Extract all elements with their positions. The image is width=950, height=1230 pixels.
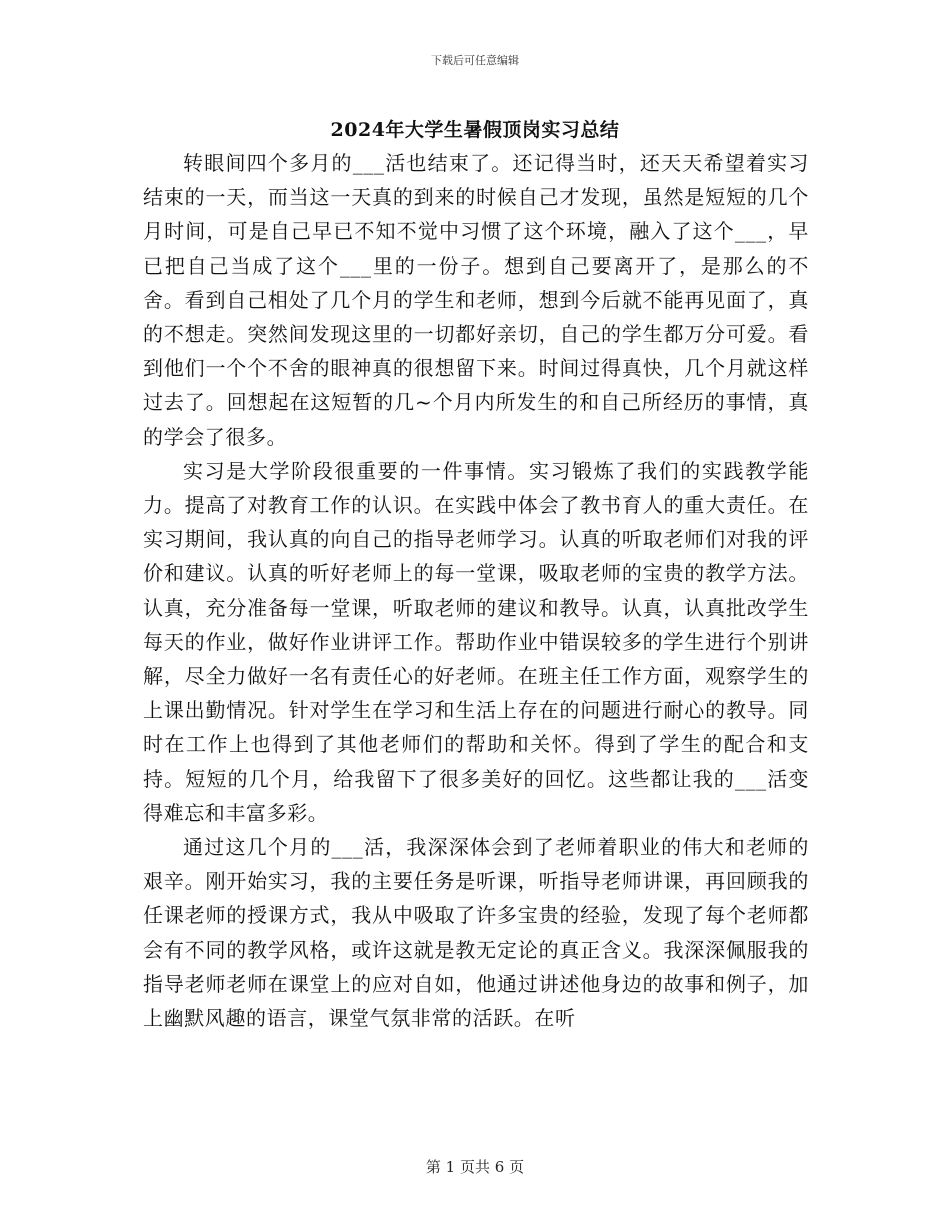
paragraph: 通过这几个月的___活，我深深体会到了老师着职业的伟大和老师的艰辛。刚开始实习，我的主要任务是听课，听指导老师讲课，再回顾我的任课老师的授课方式，我从中吸取了许多宝贵的经验，发现了每个老师都会有不同的教学风格，或许这就是教无定论的真正含义。我深深佩服我的指导老师老师在课堂上的应对自如，他通过讲述他身边的故事和例子，加上幽默风趣的语言，课堂气氛非常的活跃。在听 — [143, 835, 809, 1031]
document-body — [143, 146, 809, 1035]
document-title: 2024年大学生暑假顶岗实习总结 — [330, 119, 620, 141]
page-number: 第 1 页共 6 页 — [425, 1158, 525, 1176]
paragraph: 实习是大学阶段很重要的一件事情。实习锻炼了我们的实践教学能力。提高了对教育工作的认识。在实践中体会了教书育人的重大责任。在实习期间，我认真的向自己的指导老师学习。认真的听取老师们对我的评价和建议。认真的听好老师上的每一堂课，吸取老师的宝贵的教学方法。认真，充分准备每一堂课，听取老师的建议和教导。认真，认真批改学生每天的作业，做好作业讲评工作。帮助作业中错误较多的学生进行个别讲解，尽全力做好一名有责任心的好老师。在班主任工作方面，观察学生的上课出勤情况。针对学生在学习和生活上存在的问题进行耐心的教导。同时在工作上也得到了其他老师们的帮助和关怀。得到了学生的配合和支持。短短的几个月，给我留下了很多美好的回忆。这些都让我的___活变得难忘和丰富多彩。 — [143, 458, 809, 825]
download-edit-note: 下载后可任意编辑 — [431, 54, 519, 67]
paragraph: 转眼间四个多月的___活也结束了。还记得当时，还天天希望着实习结束的一天，而当这一天真的到来的时候自己才发现，虽然是短短的几个月时间，可是自己早已不知不觉中习惯了这个环境，融入了这个___，早已把自己当成了这个___里的一份子。想到自己要离开了，是那么的不舍。看到自己相处了几个月的学生和老师，想到今后就不能再见面了，真的不想走。突然间发现这里的一切都好亲切，自己的学生都万分可爱。看到他们一个个不舍的眼神真的很想留下来。时间过得真快，几个月就这样过去了。回想起在这短暂的几~个月内所发生的和自己所经历的事情，真的学会了很多。 — [143, 151, 809, 449]
